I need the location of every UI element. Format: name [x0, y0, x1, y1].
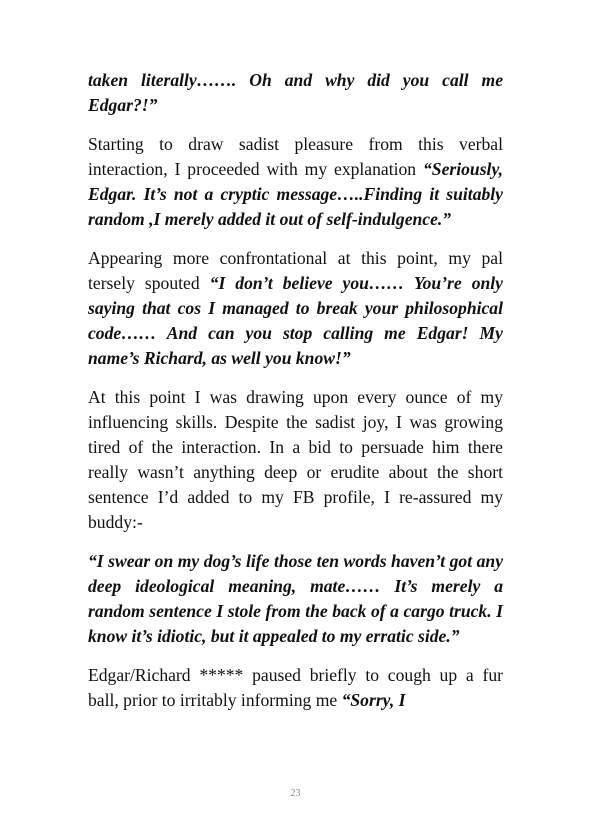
body-text — [88, 68, 503, 713]
narration-text: At this point I was drawing upon every ounce of my influencing skills. Despite the sadist joy, I was growing tired of the interaction. In a bid to persuade him there really wasn’t anything deep or erudite about the short sentence I’d added to my FB profile, I re-assured my buddy:- — [88, 387, 503, 532]
dialogue-quote: “I swear on my dog’s life those ten words haven’t got any deep ideological meaning, mate…… It’s merely a random sentence I stole from the back of a cargo truck. I know it’s idiotic, but it appealed to my erratic side.” — [88, 551, 503, 646]
dialogue-quote: “Sorry, I — [341, 690, 406, 710]
paragraph-1 — [88, 68, 503, 118]
narration-text: Starting to draw sadist pleasure from this verbal interaction, I proceeded with my explanation — [88, 134, 503, 179]
paragraph-4 — [88, 385, 503, 535]
dialogue-quote: “Seriously, Edgar. It’s not a cryptic message…..Finding it suitably random ,I merely added it out of self-indulgence.” — [88, 159, 503, 229]
paragraph-5 — [88, 549, 503, 649]
narration-text: Edgar/Richard ***** paused briefly to cough up a fur ball, prior to irritably informing me — [88, 665, 503, 710]
paragraph-2 — [88, 132, 503, 232]
paragraph-6 — [88, 663, 503, 713]
narration-text: Appearing more confrontational at this point, my pal tersely spouted — [88, 248, 503, 293]
dialogue-quote: taken literally……. Oh and why did you call me Edgar?!” — [88, 70, 503, 115]
paragraph-3 — [88, 246, 503, 371]
page-number: 23 — [290, 788, 301, 799]
dialogue-quote: “I don’t believe you…… You’re only saying that cos I managed to break your philosophical code…… And can you stop calling me Edgar! My name’s Richard, as well you know!” — [88, 273, 503, 368]
